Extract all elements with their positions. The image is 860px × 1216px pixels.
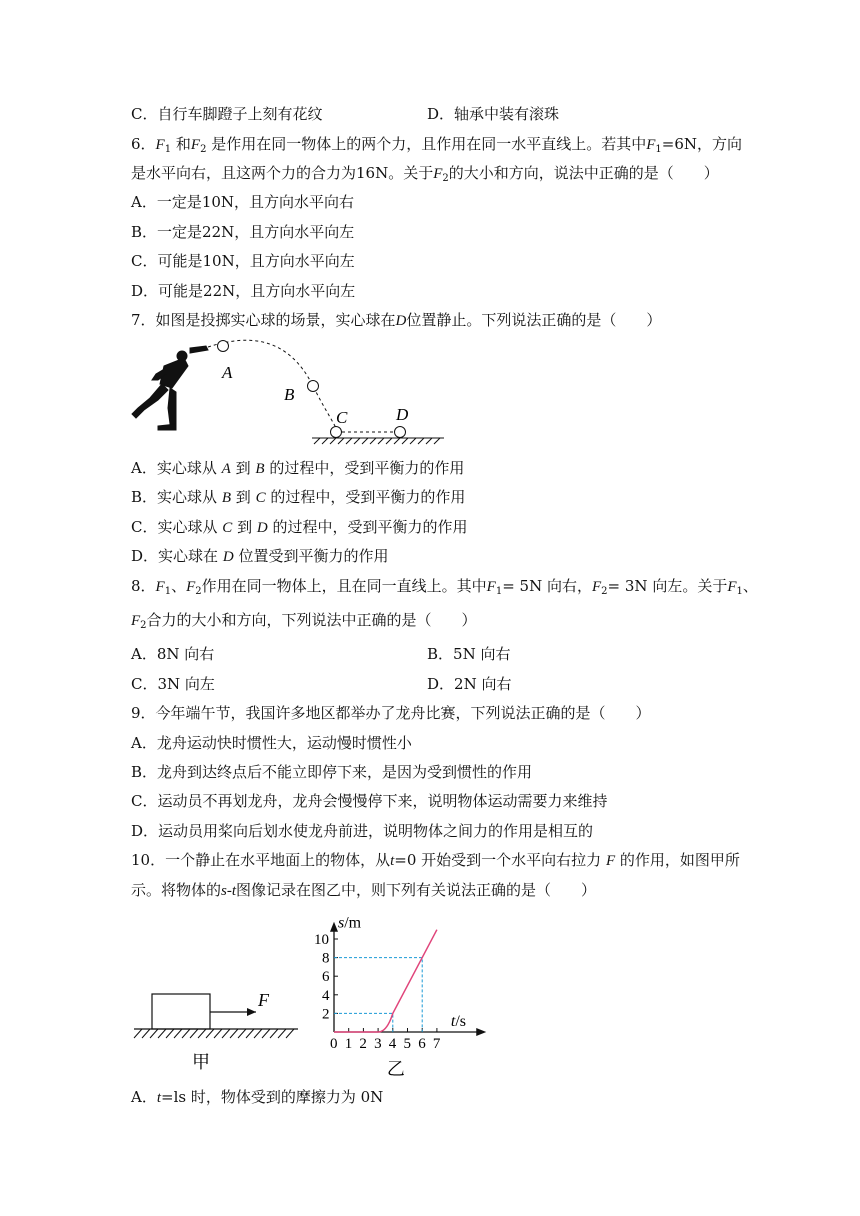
x-axis-arrow xyxy=(476,1028,486,1036)
guide-line xyxy=(334,958,422,1032)
label-b: B xyxy=(284,385,295,404)
x-tick-label: 5 xyxy=(403,1036,411,1052)
q8-option-c: C．3N 向左 xyxy=(131,675,215,693)
ball-position-c xyxy=(331,427,342,438)
y-tick-label: 2 xyxy=(322,1006,330,1023)
q6-stem-line2: 是水平向右，且这两个力的合力为16N。关于$F_2$的大小和方向，说法中正确的是（ ） xyxy=(131,164,719,184)
y-axis-label: s/m xyxy=(338,914,362,932)
q6-stem-line1: 6．$F_1$ 和$F_2$ 是作用在同一物体上的两个力，且作用在同一水平直线上。若其中$F_1=6N$，方向 xyxy=(131,135,743,155)
q7-throw-figure xyxy=(128,336,448,448)
q7-option-b: B．实心球从 B 到 C 的过程中，受到平衡力的作用 xyxy=(131,488,466,506)
label-d: D xyxy=(396,405,409,424)
q6-option-a: A．一定是10N，且方向水平向右 xyxy=(131,193,355,211)
y-tick-label: 4 xyxy=(322,987,330,1004)
q9-option-b: B．龙舟到达终点后不能立即停下来，是因为受到惯性的作用 xyxy=(131,763,533,781)
x-tick-label: 1 xyxy=(344,1036,353,1052)
y-tick-label: 10 xyxy=(314,932,329,948)
q6-option-c: C．可能是10N，且方向水平向左 xyxy=(131,252,355,270)
figure-jia-label: 甲 xyxy=(192,1052,210,1072)
q8-option-a: A．8N 向右 xyxy=(131,645,215,663)
q7-option-d: D．实心球在 D 位置受到平衡力的作用 xyxy=(131,547,389,565)
q10-option-a: A．t=ls 时，物体受到的摩擦力为 0N xyxy=(131,1088,384,1106)
q7-stem: 7．如图是投掷实心球的场景，实心球在D位置静止。下列说法正确的是（ ） xyxy=(131,311,662,329)
y-axis-arrow xyxy=(330,922,338,932)
ground-hatch xyxy=(134,1029,294,1038)
q6-option-b: B．一定是22N，且方向水平向左 xyxy=(131,223,355,241)
ball-position-b xyxy=(308,381,319,392)
label-c: C xyxy=(336,408,348,427)
ground-hatch xyxy=(312,438,444,444)
series-line xyxy=(334,930,437,1032)
q5-option-c: C．自行车脚蹬子上刻有花纹 xyxy=(131,105,323,123)
figure-yi-label: 乙 xyxy=(386,1059,405,1079)
q9-option-c: C．运动员不再划龙舟，龙舟会慢慢停下来，说明物体运动需要力来维持 xyxy=(131,792,608,810)
y-tick-label: 6 xyxy=(322,969,330,986)
q10-figure-jia xyxy=(128,980,308,1075)
q8-option-d: D．2N 向右 xyxy=(427,675,512,693)
q9-option-d: D．运动员用桨向后划水使龙舟前进，说明物体之间力的作用是相互的 xyxy=(131,822,594,840)
q6-option-d: D．可能是22N，且方向水平向左 xyxy=(131,282,356,300)
q8-option-b: B．5N 向右 xyxy=(427,645,511,663)
x-tick-label: 7 xyxy=(432,1036,441,1052)
x-tick-label: 6 xyxy=(418,1036,426,1052)
x-tick-label: 4 xyxy=(388,1036,397,1052)
q5-option-d: D．轴承中装有滚珠 xyxy=(427,105,560,123)
force-label: F xyxy=(258,990,269,1010)
force-arrowhead xyxy=(247,1008,256,1016)
q8-stem-line2: $F_2$合力的大小和方向，下列说法中正确的是（ ） xyxy=(131,611,477,631)
ball-position-a xyxy=(218,341,229,352)
ball-position-d xyxy=(395,427,406,438)
q9-stem: 9．今年端午节，我国许多地区都举办了龙舟比赛，下列说法正确的是（ ） xyxy=(131,704,651,722)
x-tick-label: 0 xyxy=(330,1036,338,1052)
x-axis-label: t/s xyxy=(450,1013,467,1030)
q10-stem-line2: 示。将物体的s-t图像记录在图乙中，则下列有关说法正确的是（ ） xyxy=(131,881,597,899)
block xyxy=(152,994,210,1029)
x-tick-label: 3 xyxy=(374,1036,382,1052)
athlete-figure xyxy=(132,346,208,430)
y-tick-label: 8 xyxy=(322,950,330,967)
q10-stem-line1: 10．一个静止在水平地面上的物体，从t=0 开始受到一个水平向右拉力 F 的作用，如图甲所 xyxy=(131,851,740,869)
q7-option-a: A．实心球从 A 到 B 的过程中，受到平衡力的作用 xyxy=(131,459,465,477)
x-tick-label: 2 xyxy=(359,1036,367,1052)
q10-st-chart xyxy=(300,905,500,1080)
q7-option-c: C．实心球从 C 到 D 的过程中，受到平衡力的作用 xyxy=(131,518,468,536)
label-a: A xyxy=(222,363,233,382)
q9-option-a: A．龙舟运动快时惯性大，运动慢时惯性小 xyxy=(131,734,412,752)
q8-stem-line1: 8．$F_1$、$F_2$作用在同一物体上，且在同一直线上。其中$F_1= 5N$ 向右，$F_2= 3N$ 向左。关于$F_1$、 xyxy=(131,577,758,597)
